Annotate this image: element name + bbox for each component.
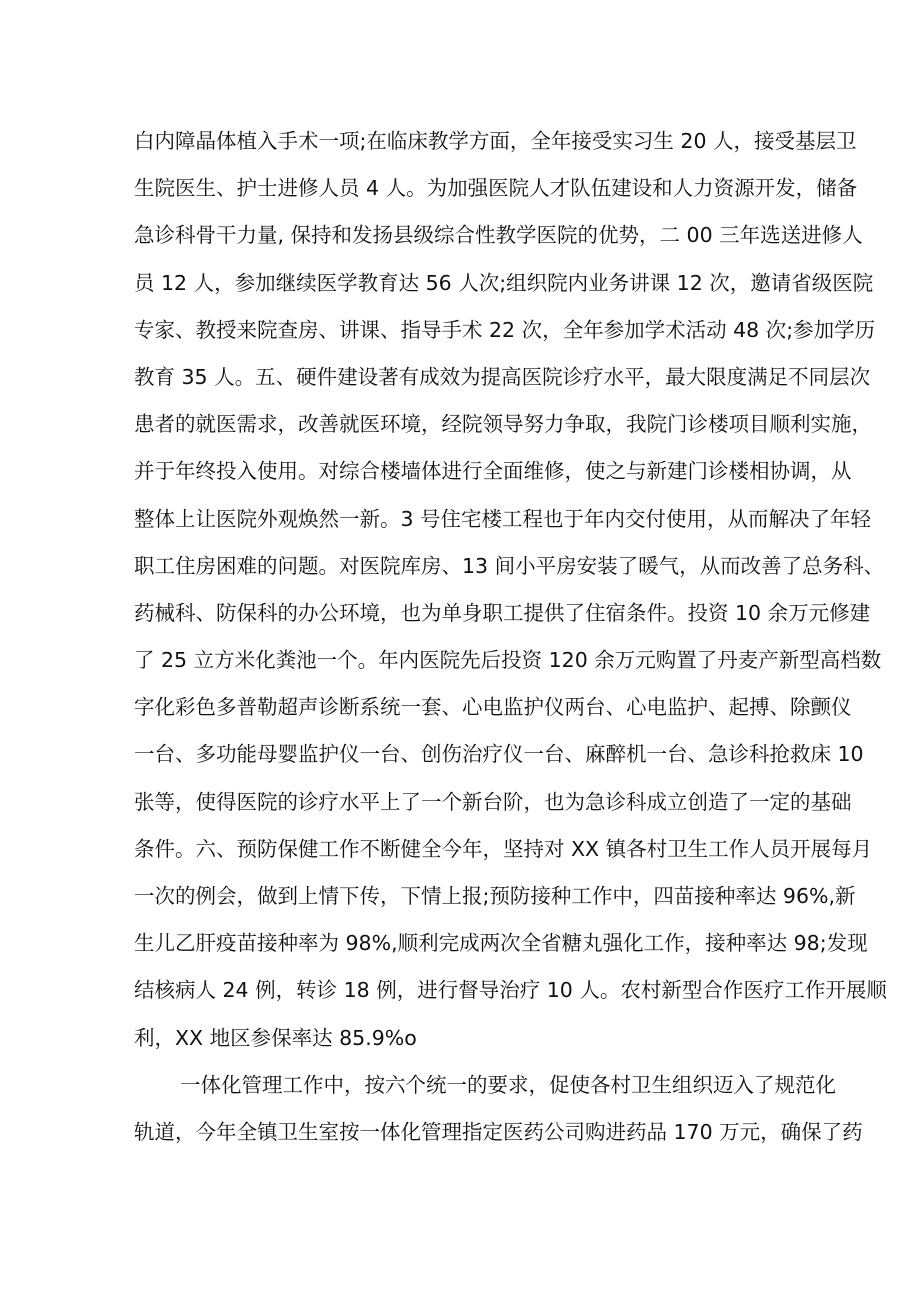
text-line: 张等，使得医院的诊疗水平上了一个新台阶，也为急诊科成立创造了一定的基础 xyxy=(134,789,852,814)
text-line: 专家、教授来院查房、讲课、指导手术 22 次，全年参加学术活动 48 次;参加学历 xyxy=(134,317,876,342)
text-line: 药械科、防保科的办公环境，也为单身职工提供了住宿条件。投资 10 余万元修建 xyxy=(134,600,871,625)
text-line: 轨道，今年全镇卫生室按一体化管理指定医药公司购进药品 170 万元，确保了药 xyxy=(134,1119,863,1144)
body-text xyxy=(134,118,887,1156)
text-line: 急诊科骨干力量, 保持和发扬县级综合性教学医院的优势，二 00 三年选送进修人 xyxy=(134,223,863,248)
text-line: 生儿乙肝疫苗接种率为 98%,顺利完成两次全省糖丸强化工作，接种率达 98;发现 xyxy=(134,931,868,956)
text-line: 一次的例会，做到上情下传，下情上报;预防接种工作中，四苗接种率达 96%,新 xyxy=(134,884,856,908)
text-line: 了 25 立方米化粪池一个。年内医院先后投资 120 余万元购置了丹麦产新型高档数 xyxy=(134,648,882,673)
paragraph-end-line: 利，XX 地区参保率达 85.9%o xyxy=(134,1025,417,1050)
text-line: 结核病人 24 例，转诊 18 例，进行督导治疗 10 人。农村新型合作医疗工作开展顺 xyxy=(134,978,887,1003)
text-line: 整体上让医院外观焕然一新。3 号住宅楼工程也于年内交付使用，从而解决了年轻 xyxy=(134,506,872,531)
text-line: 职工住房困难的问题。对医院库房、13 间小平房安装了暖气，从而改善了总务科、 xyxy=(134,553,885,578)
text-line: 字化彩色多普勒超声诊断系统一套、心电监护仪两台、心电监护、起搏、除颤仪 xyxy=(134,695,852,720)
text-line: 条件。六、预防保健工作不断健全今年，坚持对 XX 镇各村卫生工作人员开展每月 xyxy=(134,836,873,861)
text-line: 白内障晶体植入手术一项;在临床教学方面，全年接受实习生 20 人，接受基层卫 xyxy=(134,129,857,153)
text-line: 一台、多功能母婴监护仪一台、创伤治疗仪一台、麻醉机一台、急诊科抢救床 10 xyxy=(134,742,864,767)
text-line: 教育 35 人。五、硬件建设著有成效为提高医院诊疗水平，最大限度满足不同层次 xyxy=(134,364,871,389)
text-line: 员 12 人，参加继续医学教育达 56 人次;组织院内业务讲课 12 次，邀请省级医院 xyxy=(134,270,874,295)
paragraph-start-line: 一体化管理工作中，按六个统一的要求，促使各村卫生组织迈入了规范化 xyxy=(180,1072,836,1097)
text-line: 患者的就医需求，改善就医环境，经院领导努力争取，我院门诊楼项目顺利实施， xyxy=(134,412,872,437)
text-line: 并于年终投入使用。对综合楼墙体进行全面维修，使之与新建门诊楼相协调，从 xyxy=(134,459,852,484)
text-line: 生院医生、护士进修人员 4 人。为加强医院人才队伍建设和人力资源开发，储备 xyxy=(134,176,858,201)
